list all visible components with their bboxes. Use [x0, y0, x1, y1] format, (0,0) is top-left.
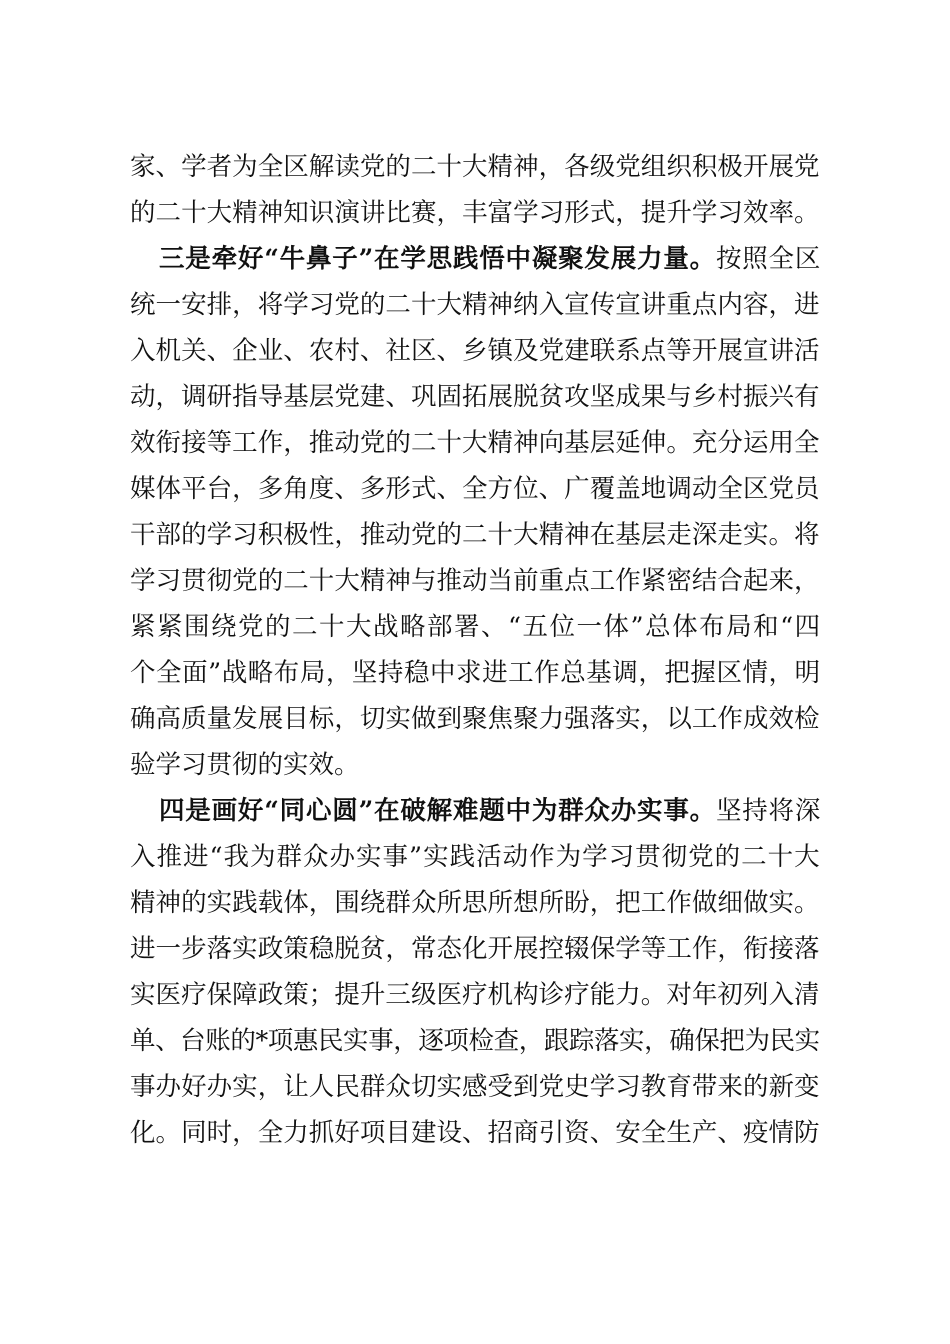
text-line: [0, 144, 950, 190]
line-text: 化。同时，全力抓好项目建设、招商引资、安全生产、疫情防: [130, 1118, 820, 1148]
heading-line-3: [0, 236, 950, 282]
heading-3-lead: [159, 236, 821, 282]
text-line: [0, 374, 950, 420]
text-line: [0, 742, 950, 788]
text-line: [0, 1064, 950, 1110]
text-line: [0, 1018, 950, 1064]
heading-4-lead: [159, 788, 821, 834]
text-line: [0, 466, 950, 512]
line-text: 精神的实践载体，围绕群众所思所想所盼，把工作做细做实。: [130, 888, 820, 918]
text-line: [0, 558, 950, 604]
heading-3-bold: 三是牵好“牛鼻子”在学思践悟中凝聚发展力量。: [159, 244, 716, 274]
text-line: [0, 420, 950, 466]
heading-line-4: [0, 788, 950, 834]
line-text: 进一步落实政策稳脱贫，常态化开展控辍保学等工作，衔接落: [130, 934, 820, 964]
line-text: 事办好办实，让人民群众切实感受到党史学习教育带来的新变: [130, 1072, 820, 1102]
line-text: 验学习贯彻的实效。: [130, 750, 360, 780]
text-line: [0, 834, 950, 880]
line-text: 动，调研指导基层党建、巩固拓展脱贫攻坚成果与乡村振兴有: [130, 382, 820, 412]
text-line: [0, 328, 950, 374]
line-text: 的二十大精神知识演讲比赛，丰富学习形式，提升学习效率。: [130, 198, 820, 228]
line-text: 实医疗保障政策；提升三级医疗机构诊疗能力。对年初列入清: [130, 980, 820, 1010]
text-line: [0, 696, 950, 742]
text-line: [0, 512, 950, 558]
line-text: 确高质量发展目标，切实做到聚焦聚力强落实，以工作成效检: [130, 704, 820, 734]
heading-4-bold: 四是画好“同心圆”在破解难题中为群众办实事。: [159, 796, 716, 826]
line-text: 个全面”战略布局，坚持稳中求进工作总基调，把握区情，明: [130, 658, 821, 688]
text-line: [0, 1110, 950, 1156]
line-text: 紧紧围绕党的二十大战略部署、“五位一体”总体布局和“四: [130, 612, 822, 642]
text-line: [0, 604, 950, 650]
heading-4-rest: 坚持将深: [715, 796, 822, 826]
line-text: 单、台账的*项惠民实事，逐项检查，跟踪落实，确保把为民实: [130, 1026, 820, 1056]
line-text: 入推进“我为群众办实事”实践活动作为学习贯彻党的二十大: [130, 842, 821, 872]
line-text: 效衔接等工作，推动党的二十大精神向基层延伸。充分运用全: [130, 428, 820, 458]
text-line: [0, 880, 950, 926]
text-line: [0, 190, 950, 236]
text-line: [0, 926, 950, 972]
line-text: 干部的学习积极性，推动党的二十大精神在基层走深走实。将: [130, 520, 820, 550]
text-line: [0, 650, 950, 696]
line-text: 家、学者为全区解读党的二十大精神，各级党组织积极开展党: [130, 152, 820, 182]
line-text: 媒体平台，多角度、多形式、全方位、广覆盖地调动全区党员: [130, 474, 820, 504]
heading-3-rest: 按照全区: [715, 244, 822, 274]
line-text: 统一安排，将学习党的二十大精神纳入宣传宣讲重点内容，进: [130, 290, 820, 320]
text-line: [0, 282, 950, 328]
text-line: [0, 972, 950, 1018]
line-text: 入机关、企业、农村、社区、乡镇及党建联系点等开展宣讲活: [130, 336, 820, 366]
line-text: 学习贯彻党的二十大精神与推动当前重点工作紧密结合起来，: [130, 566, 820, 596]
